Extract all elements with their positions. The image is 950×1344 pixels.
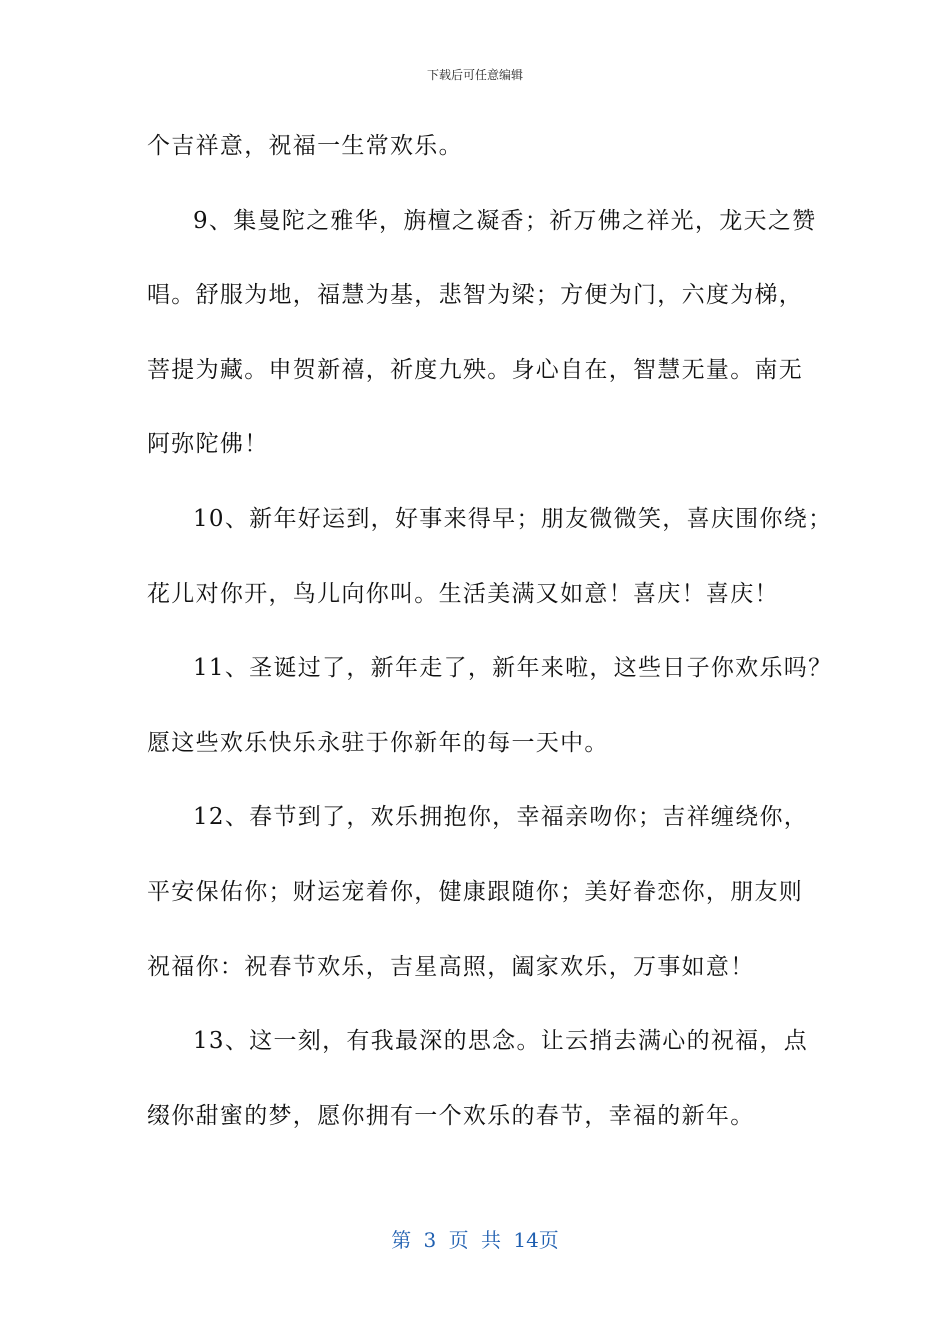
text-line: 平安保佑你；财运宠着你，健康跟随你；美好眷恋你，朋友则 (147, 878, 804, 905)
paragraph-12-line: 12、春节到了，欢乐拥抱你，幸福亲吻你；吉祥缠绕你， (193, 804, 809, 831)
text-line: 缀你甜蜜的梦，愿你拥有一个欢乐的春节，幸福的新年。 (147, 1102, 755, 1129)
header-note: 下载后可任意编辑 (426, 68, 523, 82)
text-line: 愿这些欢乐快乐永驻于你新年的每一天中。 (147, 729, 609, 756)
paragraph-13-line: 13、这一刻，有我最深的思念。让云捎去满心的祝福，点 (193, 1028, 809, 1055)
paragraph-10-line: 10、新年好运到，好事来得早；朋友微微笑，喜庆围你绕； (193, 505, 833, 532)
text-line: 阿弥陀佛！ (147, 431, 269, 458)
paragraph-11-line: 11、圣诞过了，新年走了，新年来啦，这些日子你欢乐吗？ (193, 655, 833, 682)
page-number-footer: 第 3 页 共 14页 (391, 1228, 559, 1252)
text-line: 花儿对你开，鸟儿向你叫。生活美满又如意！喜庆！喜庆！ (147, 580, 779, 607)
text-line: 唱。舒服为地，福慧为基，悲智为梁；方便为门，六度为梯， (147, 282, 804, 309)
document-body (147, 124, 833, 1168)
text-line: 个吉祥意，祝福一生常欢乐。 (147, 133, 463, 159)
text-line: 菩提为藏。申贺新禧，祈度九殃。身心自在，智慧无量。南无 (147, 356, 804, 383)
paragraph-9-line: 9、集曼陀之雅华，旃檀之凝香；祈万佛之祥光，龙天之赞 (193, 207, 817, 234)
text-line: 祝福你：祝春节欢乐，吉星高照，阖家欢乐，万事如意！ (147, 953, 755, 980)
